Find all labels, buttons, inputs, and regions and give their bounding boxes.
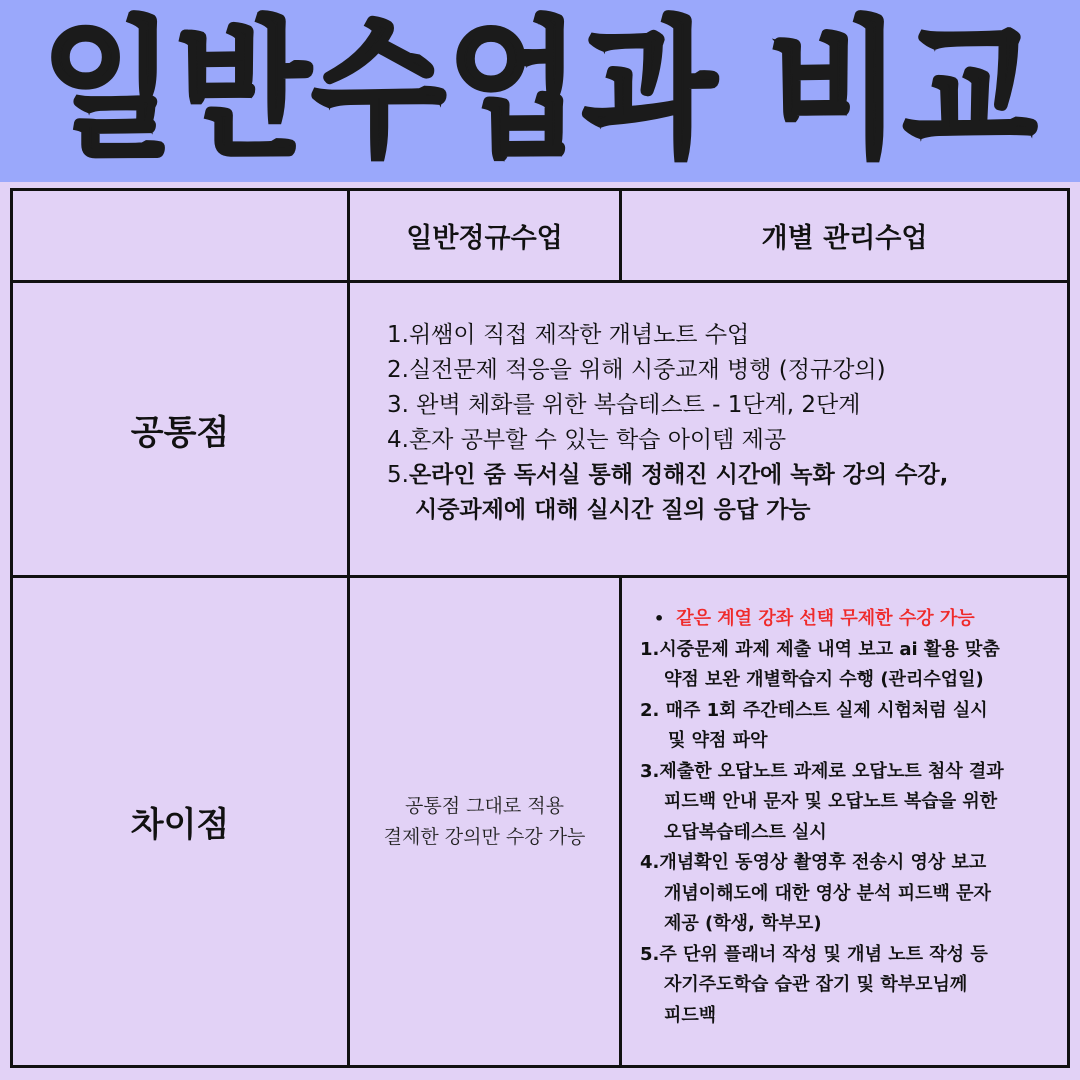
list-item: 2. 실전문제 적응을 위해 시중교재 병행 (정규강의) xyxy=(387,357,886,383)
list-item-continuation: 및 약점 파악 xyxy=(668,730,768,751)
list-item: 5. 온라인 줌 독서실 통해 정해진 시간에 녹화 강의 수강, xyxy=(387,462,949,488)
list-item-continuation: 시중과제에 대해 실시간 질의 응답 가능 xyxy=(415,497,811,523)
list-item: 3. 완벽 체화를 위한 복습테스트 - 1단계, 2단계 xyxy=(387,392,861,418)
divider xyxy=(619,575,622,1065)
list-item: 4. 혼자 공부할 수 있는 학습 아이템 제공 xyxy=(387,427,787,453)
list-item: 4.개념확인 동영상 촬영후 전송시 영상 보고 xyxy=(640,852,987,873)
row-label-difference: 차이점 xyxy=(130,805,230,845)
regular-difference-note xyxy=(350,578,619,1065)
highlight-item: • 같은 계열 강좌 선택 무제한 수강 가능 xyxy=(640,604,1070,635)
list-item-continuation: 피드백 안내 문자 및 오답노트 복습을 위한 xyxy=(664,791,998,812)
header-managed-class: 개별 관리수업 xyxy=(761,223,928,254)
list-item: 1.시중문제 과제 제출 내역 보고 ai 활용 맞춤 xyxy=(640,638,1000,660)
regular-difference-line: 공통점 그대로 적용 xyxy=(405,794,564,817)
list-item: 1. 위쌤이 직접 제작한 개념노트 수업 xyxy=(387,322,750,348)
row-label-common: 공통점 xyxy=(130,412,230,453)
page-title: 일반수업과 비교 xyxy=(41,3,1039,178)
common-items-list xyxy=(387,318,1047,528)
regular-difference-line: 결제한 강의만 수강 가능 xyxy=(383,825,586,848)
list-item-continuation: 오답복습테스트 실시 xyxy=(664,821,827,843)
managed-difference-list xyxy=(640,604,1070,1031)
title-banner xyxy=(0,0,1080,182)
header-regular-class: 일반정규수업 xyxy=(406,223,563,254)
list-item: 2. 매주 1회 주간테스트 실제 시험처럼 실시 xyxy=(640,699,988,721)
list-item-continuation: 제공 (학생, 학부모) xyxy=(664,913,822,934)
list-item-continuation: 개념이해도에 대한 영상 분석 피드백 문자 xyxy=(664,882,991,904)
list-item: 3.제출한 오답노트 과제로 오답노트 첨삭 결과 xyxy=(640,760,1004,782)
list-item-continuation: 피드백 xyxy=(664,1004,717,1026)
list-item-continuation: 자기주도학습 습관 잡기 및 학부모님께 xyxy=(664,974,968,995)
list-item-continuation: 약점 보완 개별학습지 수행 (관리수업일) xyxy=(664,669,984,690)
list-item: 5.주 단위 플래너 작성 및 개념 노트 작성 등 xyxy=(640,943,988,965)
